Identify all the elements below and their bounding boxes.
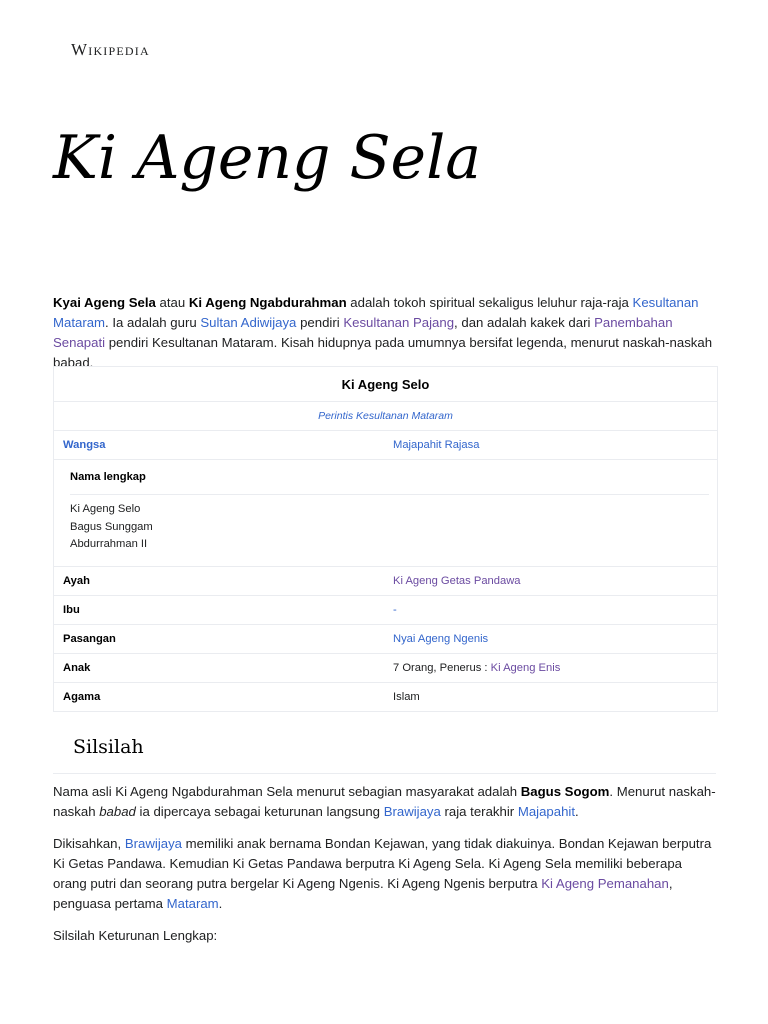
para-text: . [575, 804, 579, 819]
para-text: , penguasa pertama [53, 876, 673, 911]
infobox-subtitle-link[interactable]: Perintis Kesultanan Mataram [318, 410, 453, 422]
para-text: . [218, 896, 223, 911]
link-sultan-adiwijaya[interactable]: Sultan Adiwijaya [200, 315, 297, 330]
infobox-row-ayah [54, 566, 717, 595]
infobox-full-name-list [70, 495, 709, 566]
infobox-row-pasangan [54, 624, 717, 653]
infobox-label-pasangan: Pasangan [63, 632, 116, 645]
silsilah-paragraph-1 [53, 782, 716, 822]
infobox-value-ayah [385, 575, 521, 587]
para-bold: Bagus Sogom [520, 784, 610, 799]
silsilah-paragraph-3: Silsilah Keturunan Lengkap: [53, 928, 218, 943]
infobox-label-ibu: Ibu [63, 603, 80, 616]
infobox-row-wangsa [54, 430, 717, 459]
infobox-value-pasangan [385, 633, 488, 645]
link-nyai-ageng-ngenis[interactable]: Nyai Ageng Ngenis [393, 632, 489, 645]
lead-text: adalah tokoh spiritual sekaligus leluhur raja-raja [346, 295, 633, 310]
infobox-subtitle [54, 401, 717, 430]
full-name-item: Ki Ageng Selo [70, 503, 141, 515]
para-text: raja terakhir [440, 804, 518, 819]
lead-text: atau [155, 295, 189, 310]
infobox-label-full-name: Nama lengkap [70, 460, 709, 495]
para-text: memiliki anak bernama Bondan Kejawan, yang tidak diakuinya. Bondan Kejawan berputra Ki Getas Pandawa. Kemudian Ki Getas Pandawa berputra Ki Ageng Sela. Ki Ageng Sela memiliki beberapa orang putri dan seorang putra bergelar Ki Ageng Ngenis. Ki Ageng Ngenis berputra [53, 836, 712, 891]
infobox [53, 366, 718, 712]
lead-text: pendiri Kesultanan Mataram. Kisah hidupnya pada umumnya bersifat legenda, menurut naskah-naskah babad. [53, 335, 713, 370]
link-ki-ageng-pemanahan[interactable]: Ki Ageng Pemanahan [541, 876, 669, 891]
link-kesultanan-pajang[interactable]: Kesultanan Pajang [343, 315, 455, 330]
link-majapahit[interactable]: Majapahit [517, 804, 576, 819]
link-kesultanan-mataram[interactable]: Kesultanan Mataram [53, 295, 699, 330]
infobox-value-anak [385, 662, 560, 674]
full-name-item: Abdurrahman II [70, 538, 148, 550]
para-text: Nama asli Ki Ageng Ngabdurahman Sela menurut sebagian masyarakat adalah [53, 784, 521, 799]
infobox-label-agama: Agama [63, 690, 101, 703]
infobox-full-name-block [54, 459, 717, 566]
infobox-row-anak [54, 653, 717, 682]
lead-text: . Ia adalah guru [105, 315, 201, 330]
para-italic: babad [99, 804, 136, 819]
infobox-row-ibu [54, 595, 717, 624]
silsilah-paragraph-2 [53, 834, 716, 914]
wikipedia-wordmark[interactable]: Wikipedia [71, 40, 150, 59]
infobox-value-ibu [385, 604, 397, 616]
infobox-label-anak: Anak [63, 661, 91, 674]
para-text: . Menurut naskah-naskah [53, 784, 716, 819]
section-divider [53, 773, 716, 774]
link-panembahan-senapati[interactable]: Panembahan Senapati [53, 315, 673, 350]
lead-text: , dan adalah kakek dari [454, 315, 595, 330]
link-brawijaya[interactable]: Brawijaya [124, 836, 183, 851]
infobox-value-agama: Islam [393, 690, 420, 703]
link-brawijaya[interactable]: Brawijaya [383, 804, 441, 819]
full-name-item: Bagus Sunggam [70, 520, 153, 533]
lead-bold-name: Kyai Ageng Sela [53, 295, 156, 310]
lead-text: pendiri [296, 315, 344, 330]
infobox-label-wangsa[interactable]: Wangsa [63, 439, 106, 451]
para-text: ia dipercaya sebagai keturunan langsung [135, 804, 384, 819]
lead-bold-alt-name: Ki Ageng Ngabdurahman [188, 295, 347, 310]
lead-paragraph [53, 293, 716, 373]
page-title: Ki Ageng Sela [53, 123, 482, 193]
link-majapahit-rajasa[interactable]: Majapahit Rajasa [393, 439, 480, 451]
link-ki-ageng-enis[interactable]: Ki Ageng Enis [490, 661, 561, 674]
link-mataram[interactable]: Mataram [166, 896, 219, 911]
infobox-title: Ki Ageng Selo [341, 376, 430, 392]
infobox-row-agama [54, 682, 717, 711]
section-heading-silsilah: Silsilah [73, 736, 144, 758]
para-text: Dikisahkan, [53, 836, 125, 851]
infobox-label-ayah: Ayah [63, 574, 90, 587]
link-ibu[interactable]: - [393, 603, 397, 616]
anak-prefix: 7 Orang, Penerus : [393, 661, 491, 674]
infobox-value-wangsa [385, 439, 479, 451]
link-ki-ageng-getas-pandawa[interactable]: Ki Ageng Getas Pandawa [393, 574, 521, 587]
